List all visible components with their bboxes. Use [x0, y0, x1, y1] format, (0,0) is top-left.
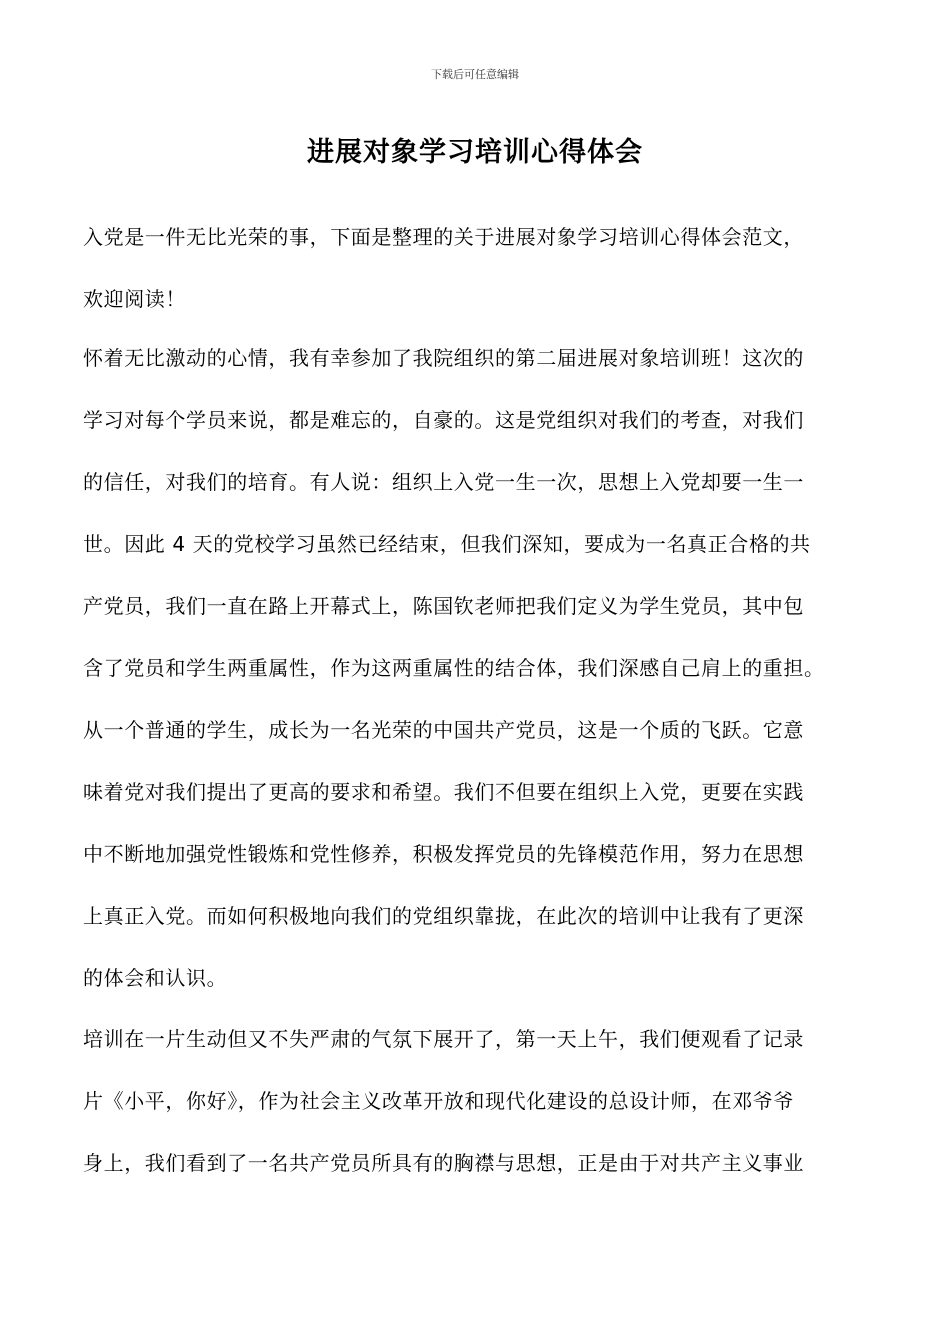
text-line: 片《小平，你好》，作为社会主义改革开放和现代化建设的总设计师，在邓爷爷 — [83, 1089, 794, 1113]
text-line: 世。因此 4 天的党校学习虽然已经结束，但我们深知，要成为一名真正合格的共 — [83, 532, 811, 556]
text-line: 味着党对我们提出了更高的要求和希望。我们不但要在组织上入党，更要在实践 — [83, 780, 804, 804]
text-line: 学习对每个学员来说，都是难忘的，自豪的。这是党组织对我们的考查，对我们 — [83, 408, 804, 432]
text-line: 从一个普通的学生，成长为一名光荣的中国共产党员，这是一个质的飞跃。它意 — [83, 718, 804, 742]
text-line: 的体会和认识。 — [83, 966, 228, 990]
document-title: 进展对象学习培训心得体会 — [307, 137, 643, 168]
text-line: 身上，我们看到了一名共产党员所具有的胸襟与思想，正是由于对共产主义事业 — [83, 1151, 804, 1175]
text-line: 的信任，对我们的培育。有人说：组织上入党一生一次，思想上入党却要一生一 — [83, 470, 804, 494]
header-note: 下载后可任意编辑 — [431, 68, 519, 81]
text-line: 怀着无比激动的心情，我有幸参加了我院组织的第二届进展对象培训班！这次的 — [83, 346, 804, 370]
text-line: 培训在一片生动但又不失严肃的气氛下展开了，第一天上午，我们便观看了记录 — [83, 1027, 804, 1051]
text-line: 欢迎阅读！ — [83, 287, 186, 311]
text-line: 中不断地加强党性锻炼和党性修养，积极发挥党员的先锋模范作用，努力在思想 — [83, 842, 804, 866]
text-line: 含了党员和学生两重属性，作为这两重属性的结合体，我们深感自己肩上的重担。 — [83, 656, 825, 680]
text-line: 产党员，我们一直在路上开幕式上，陈国钦老师把我们定义为学生党员，其中包 — [83, 594, 804, 618]
text-line: 入党是一件无比光荣的事，下面是整理的关于进展对象学习培训心得体会范文， — [83, 225, 804, 249]
text-line: 上真正入党。而如何积极地向我们的党组织靠拢，在此次的培训中让我有了更深 — [83, 904, 804, 928]
